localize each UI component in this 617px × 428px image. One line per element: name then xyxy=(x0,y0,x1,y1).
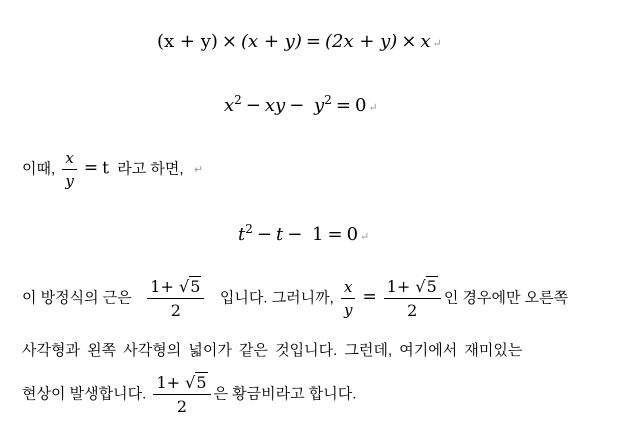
line-4 xyxy=(22,373,356,416)
eq2-x: x xyxy=(224,95,235,116)
frac-num-prefix: 1+ xyxy=(156,373,181,392)
eq2-equals: = xyxy=(335,95,351,116)
sqrt-icon: √5 xyxy=(185,373,207,392)
eq2-exp1: 2 xyxy=(234,93,242,107)
eq1-rhs-var: x xyxy=(420,31,431,52)
equation-2 xyxy=(224,95,378,116)
line1-t: t xyxy=(102,158,109,179)
eq3-t: t xyxy=(238,224,246,245)
line2-suffix: 인 경우에만 오른쪽 xyxy=(443,289,569,307)
eq1-times: × xyxy=(221,31,237,52)
frac-denominator: y xyxy=(65,172,74,190)
eq2-y: y xyxy=(314,95,325,116)
paragraph-mark-icon: ↵ xyxy=(360,230,370,243)
fraction-golden-ratio xyxy=(153,373,210,416)
eq3-t2: t xyxy=(275,224,284,245)
eq2-minus2: − xyxy=(289,95,305,116)
fraction-golden-ratio xyxy=(147,277,204,320)
eq3-minus1: − xyxy=(256,224,272,245)
fraction-golden-ratio xyxy=(384,277,441,320)
line1-equals: = xyxy=(83,158,99,179)
line4-prefix: 현상이 발생합니다. xyxy=(22,385,147,403)
frac-denominator: 2 xyxy=(170,301,181,320)
eq3-zero: 0 xyxy=(346,224,359,245)
line2-equals: = xyxy=(362,287,377,308)
frac-numerator: x xyxy=(341,278,355,299)
radicand: 5 xyxy=(426,277,437,296)
frac-num-prefix: 1+ xyxy=(386,277,411,296)
line-2 xyxy=(22,277,568,320)
eq1-rhs: (2x + y) xyxy=(324,31,398,52)
eq1-mid: (x + y) xyxy=(240,31,302,52)
eq2-exp2: 2 xyxy=(324,93,332,107)
eq2-xy: xy xyxy=(264,95,286,116)
line1-suffix: 라고 하면, xyxy=(117,160,184,178)
paragraph-mark-icon: ↵ xyxy=(193,164,204,177)
sqrt-icon: √5 xyxy=(178,277,201,296)
line2-prefix: 이 방정식의 근은 xyxy=(22,289,132,307)
radicand: 5 xyxy=(196,373,207,392)
paragraph-mark-icon: ↵ xyxy=(368,101,378,114)
frac-denominator: 2 xyxy=(407,301,418,320)
eq3-one: 1 xyxy=(312,224,324,245)
eq3-equals: = xyxy=(327,224,343,245)
eq3-exp1: 2 xyxy=(245,222,253,236)
eq1-equals: = xyxy=(305,31,321,52)
line1-prefix: 이때, xyxy=(22,160,56,178)
eq3-minus2: − xyxy=(287,224,303,245)
line-1 xyxy=(22,149,203,190)
frac-num-prefix: 1+ xyxy=(150,277,174,296)
equation-1 xyxy=(157,31,442,52)
line4-suffix: 은 황금비라고 합니다. xyxy=(213,385,357,403)
sqrt-icon: √5 xyxy=(415,277,437,296)
frac-denominator: 2 xyxy=(176,397,188,416)
line3-text: 사각형과 왼쪽 사각형의 넓이가 같은 것입니다. 그런데, 여기에서 재미있는 xyxy=(22,342,523,359)
eq2-minus1: − xyxy=(245,95,261,116)
radicand: 5 xyxy=(190,277,201,296)
frac-denominator: y xyxy=(344,301,353,319)
paragraph-mark-icon: ↵ xyxy=(432,37,442,50)
eq2-zero: 0 xyxy=(354,95,367,116)
fraction-x-over-y xyxy=(62,149,76,190)
frac-numerator: x xyxy=(62,149,76,170)
eq1-times2: × xyxy=(401,31,417,52)
line2-mid: 입니다. 그러니까, xyxy=(219,289,334,307)
fraction-x-over-y xyxy=(341,278,355,319)
line-3 xyxy=(22,339,522,360)
equation-3 xyxy=(238,224,369,245)
eq1-lhs: (x + y) xyxy=(157,31,218,52)
